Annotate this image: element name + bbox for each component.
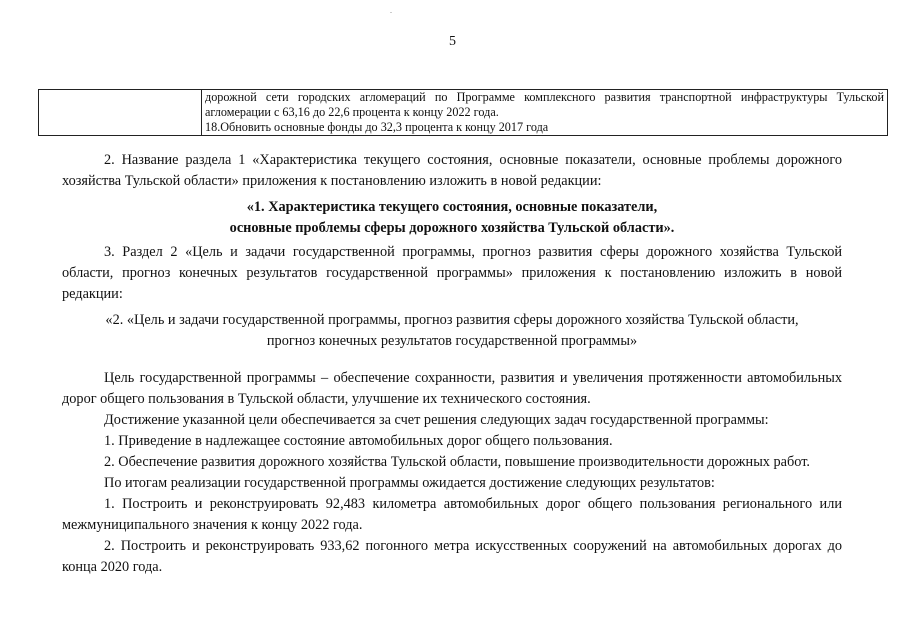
continuation-table — [38, 89, 888, 136]
document-body — [62, 150, 842, 578]
page-number: 5 — [449, 34, 456, 49]
paragraph: Цель государственной программы – обеспечение сохранности, развития и увеличения протяженности автомобильных дорог общего пользования в Тульской области, улучшение их технического состояния. — [62, 370, 842, 407]
paragraph: 2. Построить и реконструировать 933,62 погонного метра искусственных сооружений на автомобильных дорогах до конца 2020 года. — [62, 538, 842, 575]
heading-line: прогноз конечных результатов государственной программы» — [266, 333, 638, 349]
paragraph: 1. Построить и реконструировать 92,483 километра автомобильных дорог общего пользования регионального или межмуниципального значения к концу 2022 года. — [62, 496, 842, 533]
section-2-heading — [62, 310, 842, 352]
scan-mark — [390, 12, 392, 13]
table-line: 18.Обновить основные фонды до 32,3 процента к концу 2017 года — [205, 120, 549, 134]
paragraph-3: 3. Раздел 2 «Цель и задачи государственной программы, прогноз развития сферы дорожного хозяйства Тульской области, прогноз конечных результатов государственной программы» приложения к постановлению изложить в новой редакции: — [62, 244, 842, 302]
paragraph: По итогам реализации государственной программы ожидается достижение следующих результатов: — [104, 475, 715, 491]
paragraph: 2. Обеспечение развития дорожного хозяйства Тульской области, повышение производительности дорожных работ. — [104, 454, 811, 470]
paragraph-2: 2. Название раздела 1 «Характеристика текущего состояния, основные показатели, основные проблемы дорожного хозяйства Тульской области» приложения к постановлению изложить в новой редакции: — [62, 152, 842, 189]
table-row — [39, 90, 888, 136]
table-cell-empty — [39, 90, 202, 136]
table-cell-text — [202, 90, 888, 136]
paragraph: 1. Приведение в надлежащее состояние автомобильных дорог общего пользования. — [104, 433, 613, 449]
heading-line: «1. Характеристика текущего состояния, основные показатели, — [246, 199, 658, 215]
heading-line: «2. «Цель и задачи государственной программы, прогноз развития сферы дорожного хозяйства Тульской области, — [105, 312, 799, 328]
table-line: дорожной сети городских агломераций по Программе комплексного развития транспортной инфраструктуры Тульской агломерации с 63,16 до 22,6 процента к концу 2022 года. — [205, 90, 884, 119]
paragraph: Достижение указанной цели обеспечивается за счет решения следующих задач государственной программы: — [104, 412, 769, 428]
section-1-heading — [62, 197, 842, 239]
heading-line: основные проблемы сферы дорожного хозяйства Тульской области». — [229, 220, 675, 236]
